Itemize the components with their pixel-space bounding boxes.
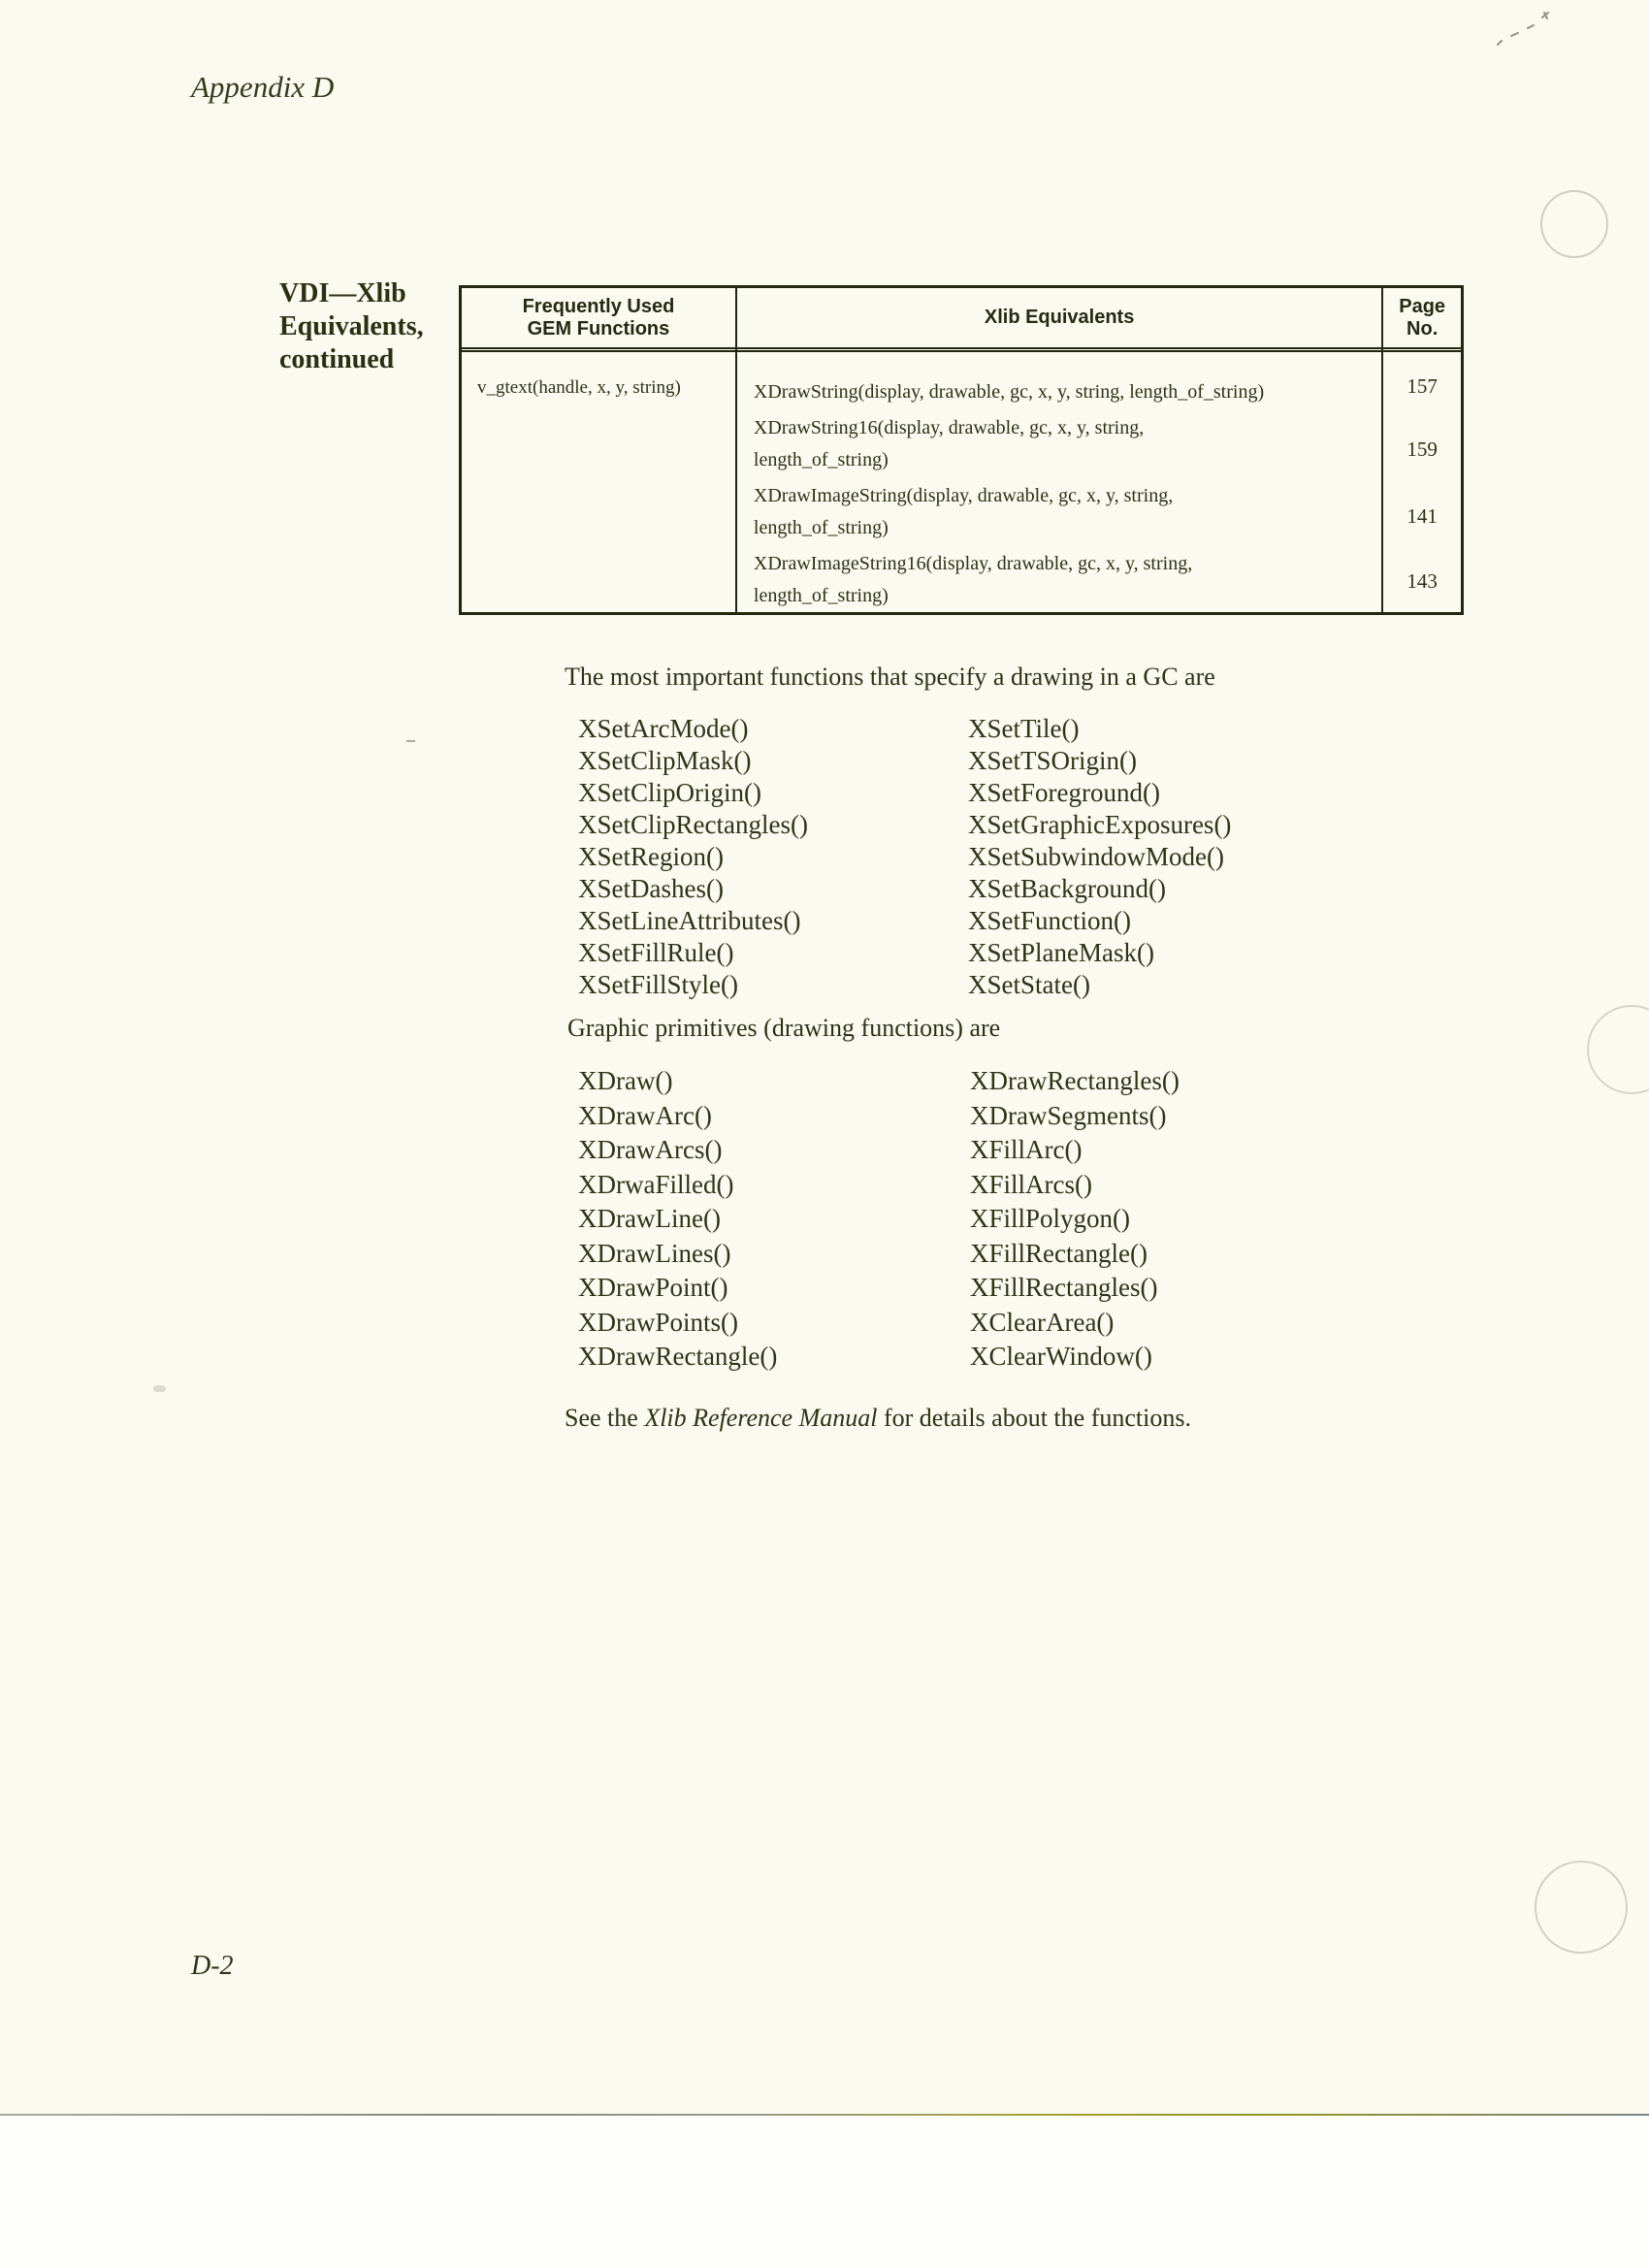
function-list-item: XClearArea() xyxy=(970,1307,1115,1337)
function-list-item: XSetFillRule() xyxy=(578,938,734,967)
page-edge-line xyxy=(0,2114,1649,2116)
function-list-item: XDrwaFilled() xyxy=(578,1169,734,1199)
primitives-list-right xyxy=(970,1064,1180,1375)
sidebar-heading-line-3: continued xyxy=(279,344,395,374)
column-header-page-line-1: Page xyxy=(1399,295,1446,317)
column-header-gem-line-2: GEM Functions xyxy=(527,317,670,340)
function-list-item: XSetArcMode() xyxy=(578,714,749,743)
xlib-entry-line: length_of_string) xyxy=(753,585,889,606)
sidebar-heading-line-2: Equivalents, xyxy=(279,311,424,341)
see-reference-text xyxy=(565,1404,1191,1433)
column-header-gem xyxy=(462,288,735,352)
scan-punch-hole-bottom xyxy=(1535,1861,1628,1954)
pen-scribble-mark xyxy=(1492,6,1560,52)
function-list-item: XSetTile() xyxy=(968,714,1080,743)
xlib-entry-line: length_of_string) xyxy=(753,449,889,470)
column-header-xlib-label: Xlib Equivalents xyxy=(984,307,1135,328)
scan-punch-hole-top xyxy=(1540,190,1608,258)
xlib-entry-line: XDrawString(display, drawable, gc, x, y, string, length_of_string) xyxy=(753,381,1265,403)
xlib-entry xyxy=(754,412,1374,476)
function-list-item: XDrawRectangle() xyxy=(578,1342,778,1371)
xlib-entry-line: XDrawImageString16(display, drawable, gc, x, y, string, xyxy=(753,553,1193,574)
gem-functions-column xyxy=(462,288,737,612)
xlib-entry xyxy=(754,376,1374,408)
intro-gc-text: The most important functions that specify a drawing in a GC are xyxy=(565,663,1215,691)
function-list-item: XSetDashes() xyxy=(578,874,724,903)
page-no-column xyxy=(1383,288,1461,612)
function-list-item: XDrawArcs() xyxy=(578,1135,723,1164)
function-list-item: XDrawLine() xyxy=(578,1204,721,1233)
gem-function-cell: v_gtext(handle, x, y, string) xyxy=(477,377,681,398)
scan-speck xyxy=(406,740,415,742)
function-list-item: XSetClipOrigin() xyxy=(578,778,761,807)
function-list-item: XDrawLines() xyxy=(578,1238,731,1268)
function-list-item: XDrawPoint() xyxy=(578,1273,728,1302)
xlib-entry-line: length_of_string) xyxy=(753,517,889,538)
gc-function-list-right xyxy=(968,713,1231,1001)
see-reference-prefix: See the xyxy=(565,1404,645,1432)
function-list-item: XDraw() xyxy=(578,1066,673,1095)
function-list-item: XFillPolygon() xyxy=(970,1204,1131,1233)
sidebar-heading xyxy=(279,277,483,376)
column-header-page-line-2: No. xyxy=(1406,317,1439,340)
function-list-item: XDrawSegments() xyxy=(970,1100,1167,1130)
equivalents-table xyxy=(459,285,1464,615)
page-number-value: 141 xyxy=(1406,504,1438,528)
page-number-value: 143 xyxy=(1406,569,1438,593)
function-list-item: XFillArc() xyxy=(970,1135,1083,1164)
primitives-list-left xyxy=(578,1064,777,1375)
xlib-entry-line: XDrawImageString(display, drawable, gc, x, y, string, xyxy=(753,485,1174,506)
function-list-item: XFillRectangles() xyxy=(970,1273,1158,1302)
page-number-value: 157 xyxy=(1406,374,1438,398)
function-list-item: XClearWindow() xyxy=(970,1342,1152,1371)
function-list-item: XFillArcs() xyxy=(970,1169,1092,1199)
function-list-item: XFillRectangle() xyxy=(970,1238,1148,1268)
function-list-item: XSetSubwindowMode() xyxy=(968,842,1224,871)
see-reference-suffix: for details about the functions. xyxy=(877,1404,1191,1432)
column-header-xlib xyxy=(737,288,1381,352)
scanner-bed-strip xyxy=(0,2116,1649,2268)
intro-primitives-text: Graphic primitives (drawing functions) are xyxy=(567,1014,1001,1042)
function-list-item: XSetPlaneMask() xyxy=(968,938,1154,967)
function-list-item: XSetForeground() xyxy=(968,778,1160,807)
appendix-label: Appendix D xyxy=(191,70,335,104)
page-footer-number: D-2 xyxy=(191,1951,234,1981)
scan-speck xyxy=(153,1385,166,1392)
function-list-item: XSetTSOrigin() xyxy=(968,746,1137,775)
xlib-entry xyxy=(754,548,1374,612)
function-list-item: XSetFunction() xyxy=(968,906,1131,935)
function-list-item: XDrawArc() xyxy=(578,1100,712,1130)
function-list-item: XSetRegion() xyxy=(578,842,724,871)
page-number-value: 159 xyxy=(1406,437,1438,461)
function-list-item: XSetFillStyle() xyxy=(578,970,739,999)
function-list-item: XSetState() xyxy=(968,970,1090,999)
function-list-item: XDrawPoints() xyxy=(578,1307,738,1337)
scan-punch-hole-middle xyxy=(1587,1005,1649,1094)
see-reference-manual-title: Xlib Reference Manual xyxy=(644,1404,878,1432)
xlib-entry-line: XDrawString16(display, drawable, gc, x, y, string, xyxy=(753,417,1145,438)
xlib-equivalents-column xyxy=(737,288,1383,612)
function-list-item: XDrawRectangles() xyxy=(970,1066,1180,1095)
function-list-item: XSetLineAttributes() xyxy=(578,906,801,935)
xlib-entries xyxy=(737,352,1381,612)
column-header-page xyxy=(1383,288,1461,352)
function-list-item: XSetClipRectangles() xyxy=(578,810,808,839)
sidebar-heading-line-1: VDI—Xlib xyxy=(279,278,406,308)
function-list-item: XSetGraphicExposures() xyxy=(968,810,1232,839)
xlib-entry xyxy=(754,480,1374,544)
function-list-item: XSetClipMask() xyxy=(578,746,752,775)
gc-function-list-left xyxy=(578,713,808,1001)
function-list-item: XSetBackground() xyxy=(968,874,1166,903)
column-header-gem-line-1: Frequently Used xyxy=(522,295,675,317)
